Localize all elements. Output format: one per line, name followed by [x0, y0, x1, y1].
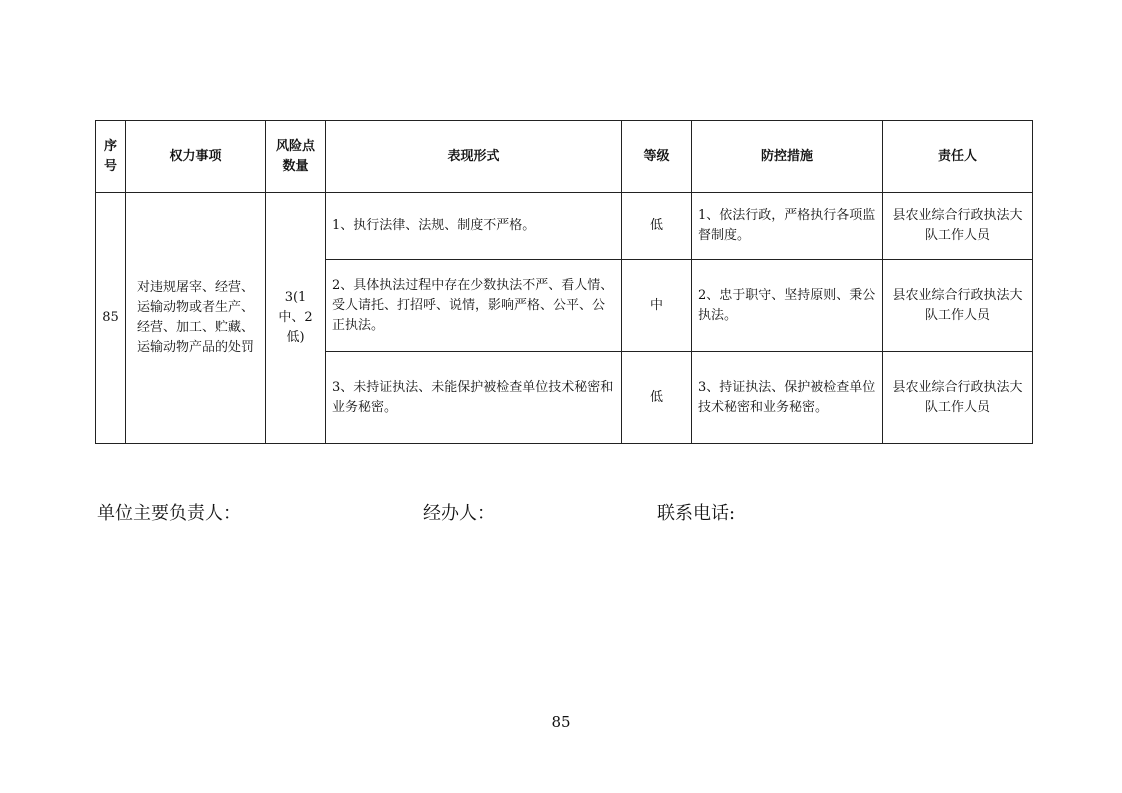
- header-measures: 防控措施: [692, 121, 883, 193]
- phone-label: 联系电话:: [657, 503, 736, 524]
- cell-level: 低: [622, 352, 692, 444]
- cell-measure: 1、依法行政，严格执行各项监督制度。: [692, 193, 883, 260]
- risk-control-table: [95, 120, 1033, 444]
- cell-seq: 85: [96, 193, 126, 444]
- cell-level: 低: [622, 193, 692, 260]
- cell-responsible: 县农业综合行政执法大队工作人员: [883, 193, 1033, 260]
- cell-responsible: 县农业综合行政执法大队工作人员: [883, 260, 1033, 352]
- header-level: 等级: [622, 121, 692, 193]
- cell-risk-count: 3(1中、2低): [266, 193, 326, 444]
- cell-measure: 3、持证执法、保护被检查单位技术秘密和业务秘密。: [692, 352, 883, 444]
- header-manifestation: 表现形式: [326, 121, 622, 193]
- cell-manifestation: 1、执行法律、法规、制度不严格。: [326, 193, 622, 260]
- header-risk-count: 风险点 数量: [266, 121, 326, 193]
- header-power-item: 权力事项: [126, 121, 266, 193]
- handler-label: 经办人：: [423, 503, 495, 524]
- cell-level: 中: [622, 260, 692, 352]
- page-number: 85: [551, 713, 571, 731]
- cell-manifestation: 2、具体执法过程中存在少数执法不严、看人情、受人请托、打招呼、说情，影响严格、公平、公正执法。: [326, 260, 622, 352]
- cell-measure: 2、忠于职守、坚持原则、秉公执法。: [692, 260, 883, 352]
- cell-responsible: 县农业综合行政执法大队工作人员: [883, 352, 1033, 444]
- header-responsible: 责任人: [883, 121, 1033, 193]
- cell-power-item: 对违规屠宰、经营、运输动物或者生产、经营、加工、贮藏、运输动物产品的处罚: [126, 193, 266, 444]
- header-seq: 序 号: [96, 121, 126, 193]
- table-row: [96, 193, 1033, 260]
- unit-head-label: 单位主要负责人：: [97, 503, 241, 524]
- cell-manifestation: 3、未持证执法、未能保护被检查单位技术秘密和业务秘密。: [326, 352, 622, 444]
- table-header-row: [96, 121, 1033, 193]
